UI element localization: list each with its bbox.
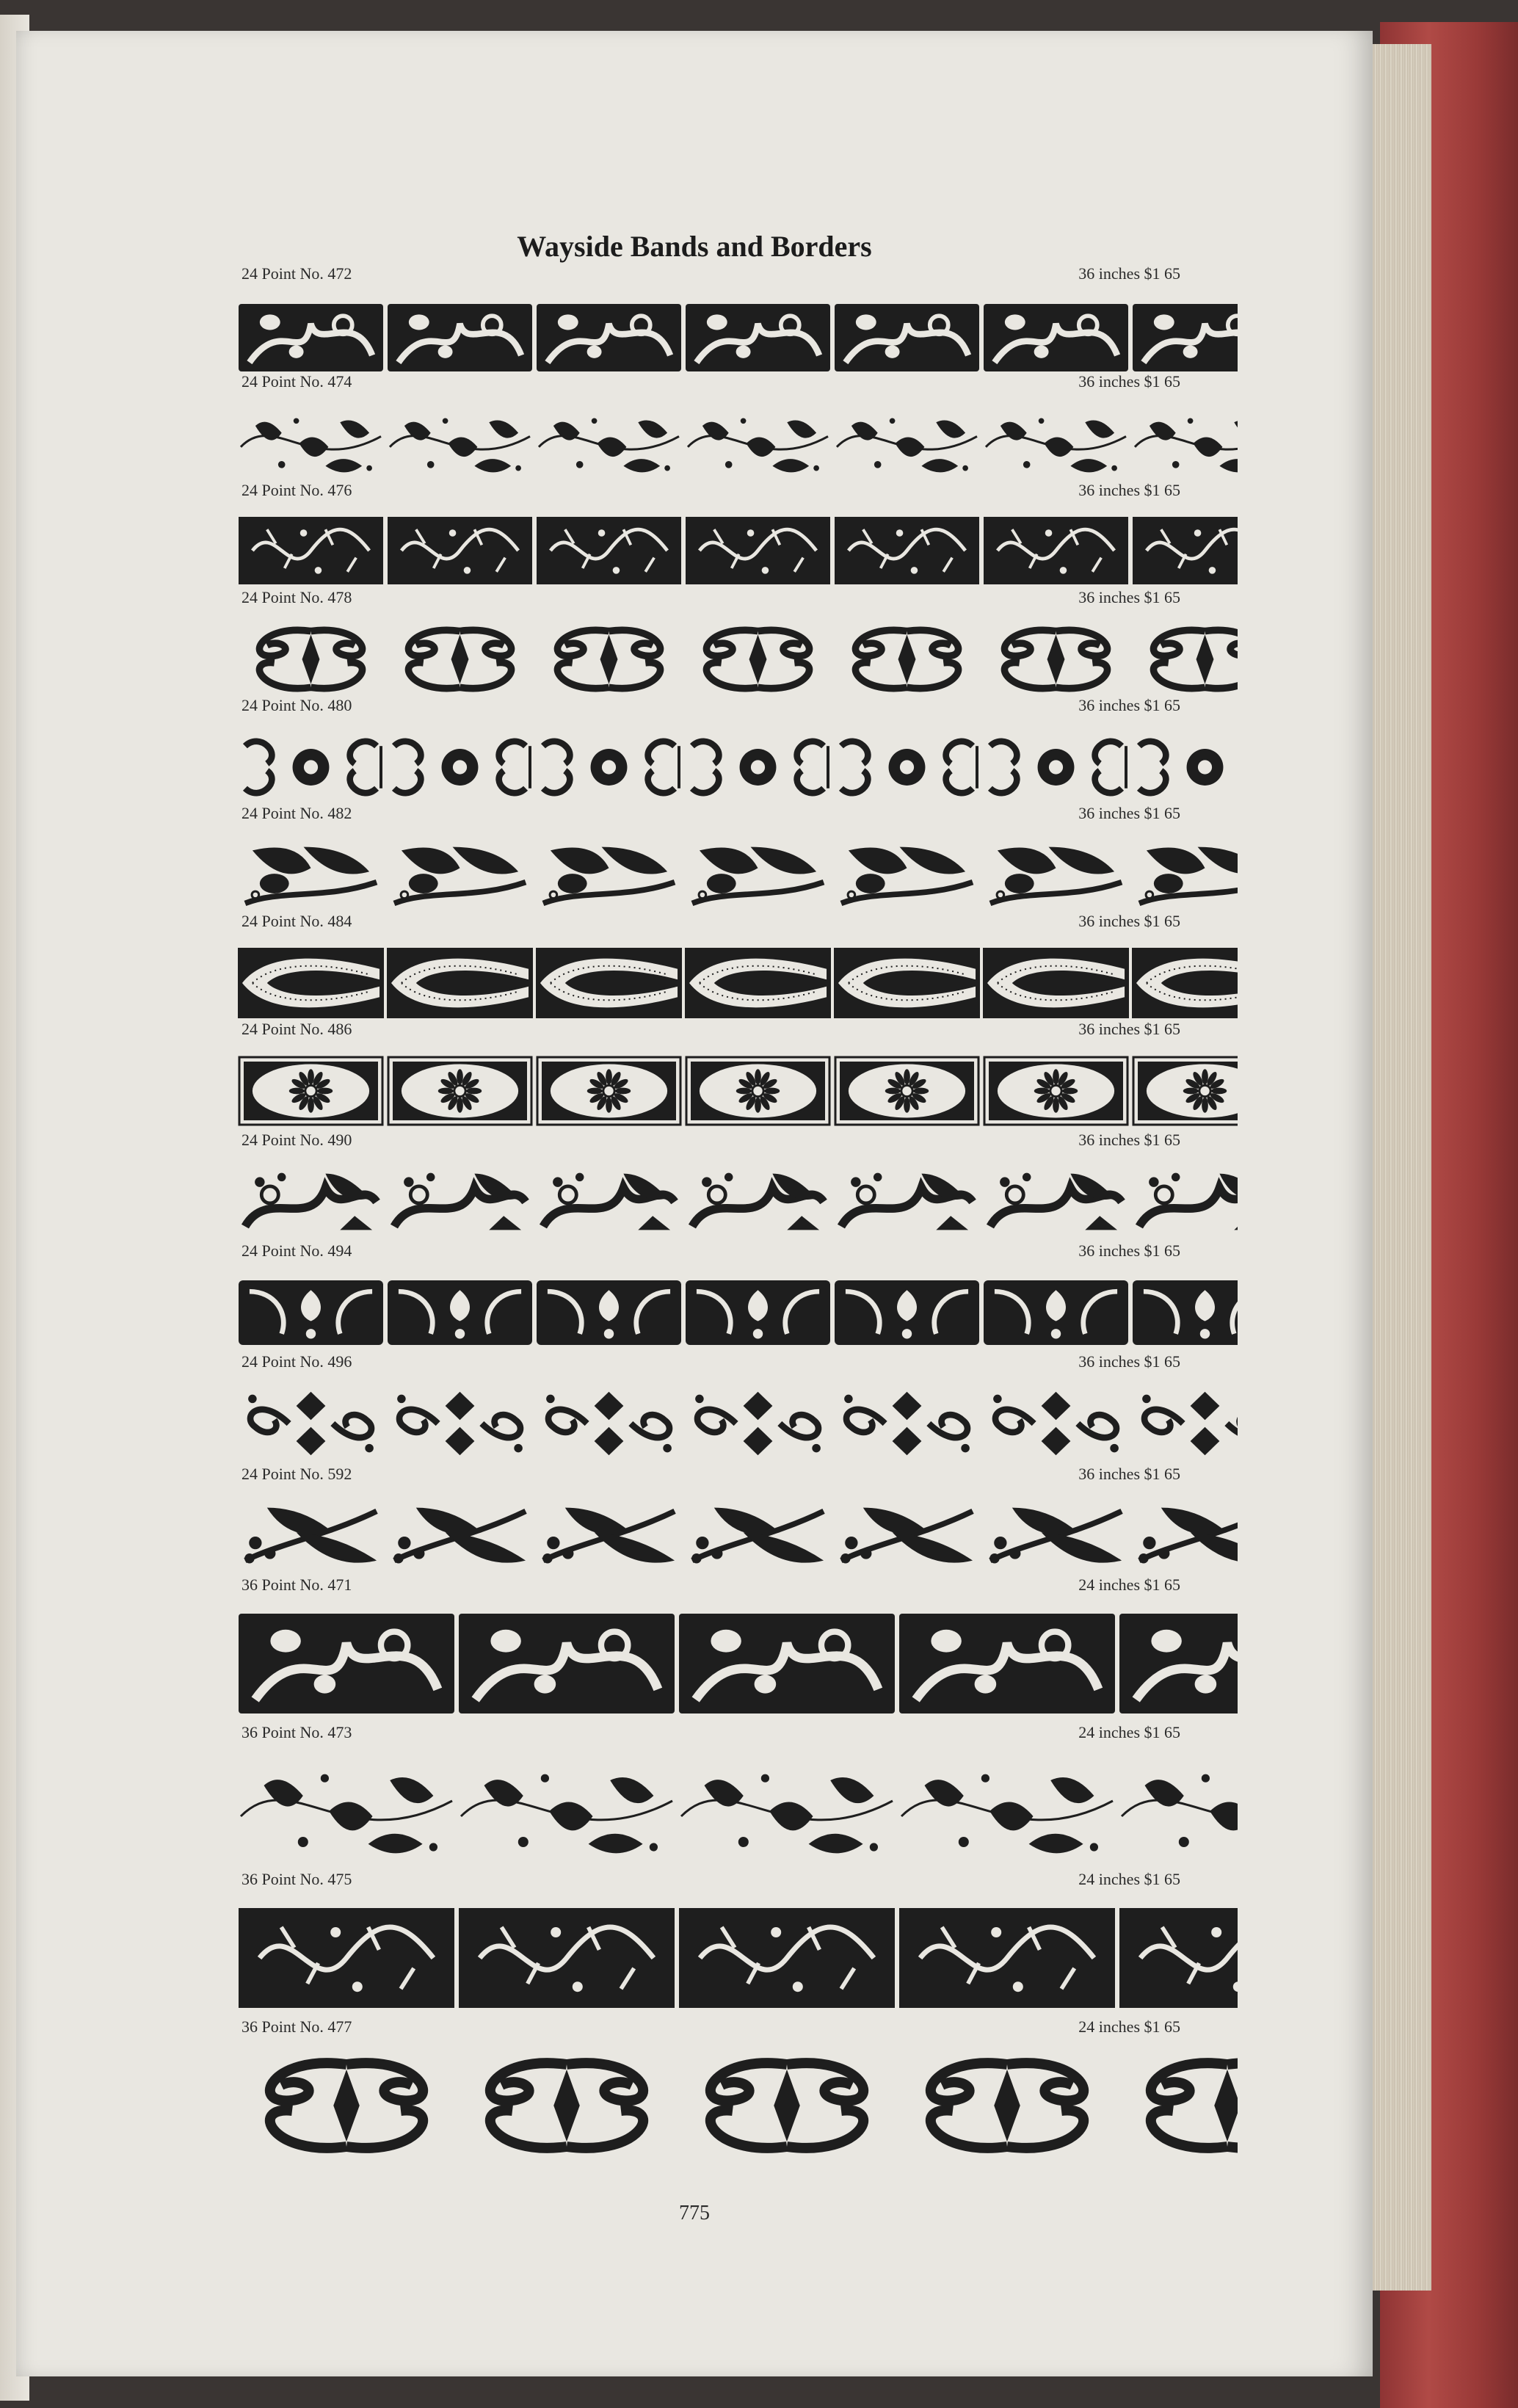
page-title: Wayside Bands and Borders — [517, 230, 872, 263]
border-ornament-foliage-dots — [238, 1167, 1238, 1237]
border-ornament-mirror-scroll — [238, 1388, 1238, 1459]
border-point-label: 36 Point No. 471 — [242, 1575, 352, 1594]
border-ornament-dense-foliage — [238, 515, 1238, 586]
border-ornament-rosette-scroll — [238, 732, 1238, 802]
border-price-label: 24 inches $1 65 — [1078, 2017, 1180, 2036]
border-ornament-daisy-panel — [238, 1056, 1238, 1126]
border-price-label: 36 inches $1 65 — [1078, 1241, 1180, 1260]
border-ornament-acanthus-scroll — [238, 1612, 1238, 1715]
border-point-label: 36 Point No. 477 — [242, 2017, 352, 2036]
ornamental-border-band — [238, 1612, 1238, 1715]
border-point-label: 24 Point No. 474 — [242, 372, 352, 391]
ornamental-border-band — [238, 408, 1238, 479]
border-point-label: 24 Point No. 486 — [242, 1020, 352, 1038]
border-point-label: 24 Point No. 476 — [242, 481, 352, 499]
ornamental-border-band — [238, 732, 1238, 802]
border-price-label: 36 inches $1 65 — [1078, 1131, 1180, 1149]
border-ornament-lotus-heavy — [238, 1277, 1238, 1348]
border-ornament-symmetric-scroll — [238, 2054, 1238, 2157]
ornamental-border-band — [238, 1907, 1238, 2009]
border-price-label: 24 inches $1 65 — [1078, 1723, 1180, 1741]
border-price-label: 36 inches $1 65 — [1078, 588, 1180, 606]
border-price-label: 24 inches $1 65 — [1078, 1575, 1180, 1594]
ornamental-border-band — [238, 1760, 1238, 1863]
border-point-label: 24 Point No. 480 — [242, 696, 352, 714]
border-point-label: 24 Point No. 482 — [242, 804, 352, 822]
border-price-label: 24 inches $1 65 — [1078, 1870, 1180, 1888]
page-number: 775 — [679, 2202, 710, 2224]
ornamental-border-band — [238, 1501, 1238, 1571]
border-ornament-oak-leaf-acorn — [238, 1501, 1238, 1571]
border-price-label: 36 inches $1 65 — [1078, 912, 1180, 930]
ornamental-border-band — [238, 1056, 1238, 1126]
border-point-label: 24 Point No. 490 — [242, 1131, 352, 1149]
border-ornament-acanthus-scroll — [238, 302, 1238, 373]
catalog-page — [16, 31, 1373, 2376]
border-ornament-dense-foliage — [238, 1907, 1238, 2009]
ornamental-border-band — [238, 302, 1238, 373]
border-point-label: 36 Point No. 473 — [242, 1723, 352, 1741]
border-ornament-leaf-vine-dots — [238, 408, 1238, 479]
border-ornament-symmetric-scroll — [238, 624, 1238, 695]
border-point-label: 24 Point No. 478 — [242, 588, 352, 606]
border-ornament-leaf-vine-dots — [238, 1760, 1238, 1863]
ornamental-border-band — [238, 948, 1238, 1018]
border-ornament-leaf-sprig — [238, 840, 1238, 910]
border-point-label: 36 Point No. 475 — [242, 1870, 352, 1888]
border-price-label: 36 inches $1 65 — [1078, 264, 1180, 283]
border-price-label: 36 inches $1 65 — [1078, 1020, 1180, 1038]
border-price-label: 36 inches $1 65 — [1078, 804, 1180, 822]
ornamental-border-band — [238, 2054, 1238, 2157]
border-price-label: 36 inches $1 65 — [1078, 372, 1180, 391]
border-point-label: 24 Point No. 496 — [242, 1352, 352, 1371]
ornamental-border-band — [238, 1277, 1238, 1348]
border-price-label: 36 inches $1 65 — [1078, 481, 1180, 499]
border-price-label: 36 inches $1 65 — [1078, 1352, 1180, 1371]
ornamental-border-band — [238, 840, 1238, 910]
border-price-label: 36 inches $1 65 — [1078, 696, 1180, 714]
ornamental-border-band — [238, 515, 1238, 586]
border-point-label: 24 Point No. 484 — [242, 912, 352, 930]
ornamental-border-band — [238, 624, 1238, 695]
border-point-label: 24 Point No. 472 — [242, 264, 352, 283]
border-ornament-dotted-paisley — [238, 948, 1238, 1018]
ornamental-border-band — [238, 1388, 1238, 1459]
ornamental-border-band — [238, 1167, 1238, 1237]
border-point-label: 24 Point No. 592 — [242, 1465, 352, 1483]
border-price-label: 36 inches $1 65 — [1078, 1465, 1180, 1483]
border-point-label: 24 Point No. 494 — [242, 1241, 352, 1260]
